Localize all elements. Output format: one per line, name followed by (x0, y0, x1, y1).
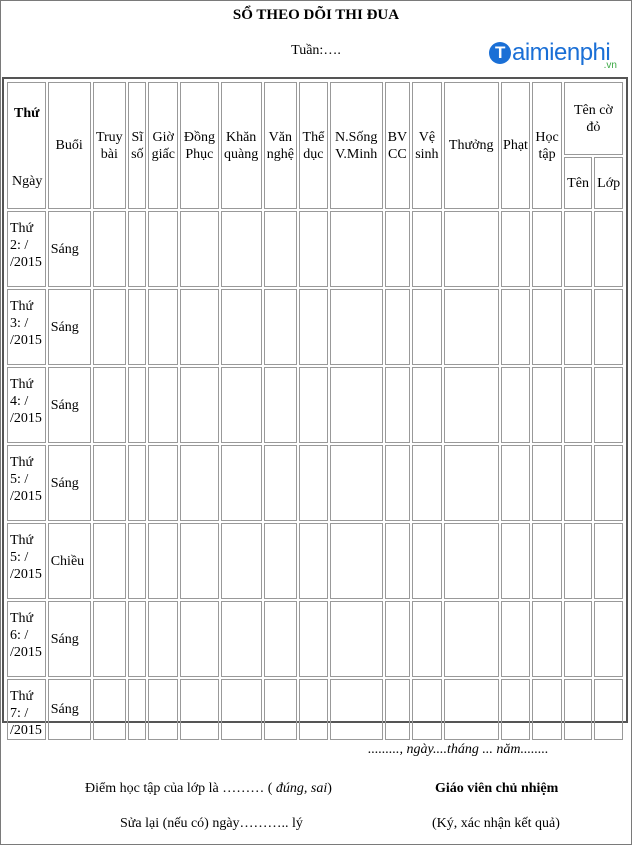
empty-cell[interactable] (264, 679, 298, 740)
logo-suffix: .vn (603, 60, 617, 71)
empty-cell[interactable] (330, 289, 383, 365)
empty-cell[interactable] (594, 289, 623, 365)
empty-cell[interactable] (299, 679, 328, 740)
empty-cell[interactable] (594, 445, 623, 521)
empty-cell[interactable] (594, 601, 623, 677)
header-cell: Phạt (501, 82, 531, 209)
empty-cell[interactable] (93, 367, 127, 443)
table-row (7, 289, 623, 365)
empty-cell[interactable] (221, 289, 262, 365)
empty-cell[interactable] (148, 523, 178, 599)
empty-cell[interactable] (385, 523, 410, 599)
empty-cell[interactable] (564, 289, 593, 365)
empty-cell[interactable] (564, 211, 593, 287)
empty-cell[interactable] (148, 601, 178, 677)
fix-line: Sửa lại (nếu có) ngày……….. lý (120, 816, 303, 831)
empty-cell[interactable] (501, 289, 531, 365)
empty-cell[interactable] (564, 601, 593, 677)
empty-cell[interactable] (93, 211, 127, 287)
table-row (7, 601, 623, 677)
day-cell: Thứ 2: / /2015 (7, 211, 46, 287)
logo-text: aimienphi (512, 39, 611, 66)
day-cell: Thứ 5: / /2015 (7, 445, 46, 521)
empty-cell[interactable] (564, 445, 593, 521)
empty-cell[interactable] (532, 601, 562, 677)
empty-cell[interactable] (330, 445, 383, 521)
empty-cell[interactable] (93, 445, 127, 521)
emulation-table-frame (2, 77, 628, 738)
empty-cell[interactable] (532, 211, 562, 287)
session-cell: Sáng (48, 211, 91, 287)
empty-cell[interactable] (501, 523, 531, 599)
empty-cell[interactable] (264, 367, 298, 443)
empty-cell[interactable] (564, 679, 593, 740)
session-cell: Sáng (48, 445, 91, 521)
empty-cell[interactable] (501, 211, 531, 287)
empty-cell[interactable] (264, 445, 298, 521)
empty-cell[interactable] (532, 523, 562, 599)
header-cell: Sĩ số (128, 82, 146, 209)
empty-cell[interactable] (594, 523, 623, 599)
empty-cell[interactable] (330, 601, 383, 677)
header-cell: Văn nghệ (264, 82, 298, 209)
empty-cell[interactable] (221, 367, 262, 443)
empty-cell[interactable] (385, 601, 410, 677)
header-cell-flag-group: Tên cờ đỏ (564, 82, 623, 155)
session-cell: Sáng (48, 367, 91, 443)
empty-cell[interactable] (128, 367, 146, 443)
empty-cell[interactable] (128, 523, 146, 599)
date-line: ........., ngày....tháng ... năm........ (368, 742, 549, 757)
taimienphi-logo (489, 38, 625, 74)
empty-cell[interactable] (93, 679, 127, 740)
day-cell: Thứ 7: / /2015 (7, 679, 46, 740)
empty-cell[interactable] (221, 601, 262, 677)
header-cell: Học tập (532, 82, 562, 209)
empty-cell[interactable] (221, 211, 262, 287)
header-cell: Vệ sinh (412, 82, 442, 209)
empty-cell[interactable] (299, 445, 328, 521)
header-cell: Thưởng (444, 82, 499, 209)
session-cell: Sáng (48, 679, 91, 740)
empty-cell[interactable] (385, 445, 410, 521)
emulation-table (5, 80, 625, 742)
table-row (7, 367, 623, 443)
empty-cell[interactable] (385, 367, 410, 443)
empty-cell[interactable] (148, 211, 178, 287)
empty-cell[interactable] (299, 601, 328, 677)
empty-cell[interactable] (444, 601, 499, 677)
empty-cell[interactable] (221, 445, 262, 521)
empty-cell[interactable] (412, 445, 442, 521)
sign-note: (Ký, xác nhận kết quả) (432, 816, 560, 831)
empty-cell[interactable] (532, 445, 562, 521)
table-row (7, 523, 623, 599)
empty-cell[interactable] (128, 289, 146, 365)
empty-cell[interactable] (330, 367, 383, 443)
empty-cell[interactable] (148, 679, 178, 740)
empty-cell[interactable] (532, 679, 562, 740)
session-cell: Sáng (48, 601, 91, 677)
empty-cell[interactable] (148, 289, 178, 365)
empty-cell[interactable] (299, 211, 328, 287)
empty-cell[interactable] (444, 523, 499, 599)
header-cell-flag-class: Lớp (594, 157, 623, 209)
empty-cell[interactable] (128, 679, 146, 740)
day-cell: Thứ 5: / /2015 (7, 523, 46, 599)
empty-cell[interactable] (501, 445, 531, 521)
day-cell: Thứ 6: / /2015 (7, 601, 46, 677)
empty-cell[interactable] (532, 289, 562, 365)
empty-cell[interactable] (299, 367, 328, 443)
empty-cell[interactable] (148, 445, 178, 521)
empty-cell[interactable] (330, 679, 383, 740)
empty-cell[interactable] (128, 601, 146, 677)
empty-cell[interactable] (594, 367, 623, 443)
empty-cell[interactable] (444, 211, 499, 287)
day-cell: Thứ 4: / /2015 (7, 367, 46, 443)
session-cell: Sáng (48, 289, 91, 365)
empty-cell[interactable] (532, 367, 562, 443)
empty-cell[interactable] (299, 523, 328, 599)
empty-cell[interactable] (148, 367, 178, 443)
empty-cell[interactable] (180, 367, 219, 443)
empty-cell[interactable] (501, 367, 531, 443)
empty-cell[interactable] (412, 211, 442, 287)
empty-cell[interactable] (412, 289, 442, 365)
logo-t-icon: T (489, 42, 511, 64)
header-cell: Khăn quàng (221, 82, 262, 209)
table-row (7, 211, 623, 287)
teacher-title: Giáo viên chủ nhiệm (435, 781, 559, 796)
empty-cell[interactable] (501, 679, 531, 740)
table-row (7, 445, 623, 521)
empty-cell[interactable] (412, 367, 442, 443)
header-cell: N.Sống V.Minh (330, 82, 383, 209)
header-cell: Giờ giấc (148, 82, 178, 209)
empty-cell[interactable] (412, 679, 442, 740)
score-line: Điểm học tập của lớp là ……… ( đúng, sai) (85, 781, 332, 796)
header-cell-flag-name: Tên (564, 157, 593, 209)
header-cell: BV CC (385, 82, 410, 209)
empty-cell[interactable] (264, 523, 298, 599)
empty-cell[interactable] (180, 601, 219, 677)
empty-cell[interactable] (444, 289, 499, 365)
header-cell: Thể dục (299, 82, 328, 209)
empty-cell[interactable] (93, 601, 127, 677)
empty-cell[interactable] (412, 601, 442, 677)
empty-cell[interactable] (330, 523, 383, 599)
session-cell: Chiều (48, 523, 91, 599)
empty-cell[interactable] (564, 367, 593, 443)
empty-cell[interactable] (93, 289, 127, 365)
empty-cell[interactable] (594, 679, 623, 740)
empty-cell[interactable] (412, 523, 442, 599)
empty-cell[interactable] (93, 523, 127, 599)
header-cell-day: Thứ Ngày (7, 82, 46, 209)
empty-cell[interactable] (128, 445, 146, 521)
empty-cell[interactable] (330, 211, 383, 287)
empty-cell[interactable] (385, 289, 410, 365)
header-cell: Buổi (48, 82, 91, 209)
empty-cell[interactable] (264, 601, 298, 677)
header-cell: Đồng Phục (180, 82, 219, 209)
empty-cell[interactable] (264, 211, 298, 287)
empty-cell[interactable] (221, 523, 262, 599)
empty-cell[interactable] (180, 211, 219, 287)
empty-cell[interactable] (385, 679, 410, 740)
document-title: SỔ THEO DÕI THI ĐUA (232, 7, 400, 23)
empty-cell[interactable] (180, 523, 219, 599)
empty-cell[interactable] (299, 289, 328, 365)
empty-cell[interactable] (385, 211, 410, 287)
empty-cell[interactable] (221, 679, 262, 740)
empty-cell[interactable] (501, 601, 531, 677)
empty-cell[interactable] (180, 445, 219, 521)
week-label: Tuần:…. (291, 43, 341, 58)
day-cell: Thứ 3: / /2015 (7, 289, 46, 365)
empty-cell[interactable] (564, 523, 593, 599)
empty-cell[interactable] (264, 289, 298, 365)
empty-cell[interactable] (594, 211, 623, 287)
empty-cell[interactable] (180, 289, 219, 365)
header-cell: Truy bài (93, 82, 127, 209)
empty-cell[interactable] (444, 679, 499, 740)
empty-cell[interactable] (180, 679, 219, 740)
empty-cell[interactable] (444, 445, 499, 521)
table-row (7, 679, 623, 740)
empty-cell[interactable] (128, 211, 146, 287)
empty-cell[interactable] (444, 367, 499, 443)
